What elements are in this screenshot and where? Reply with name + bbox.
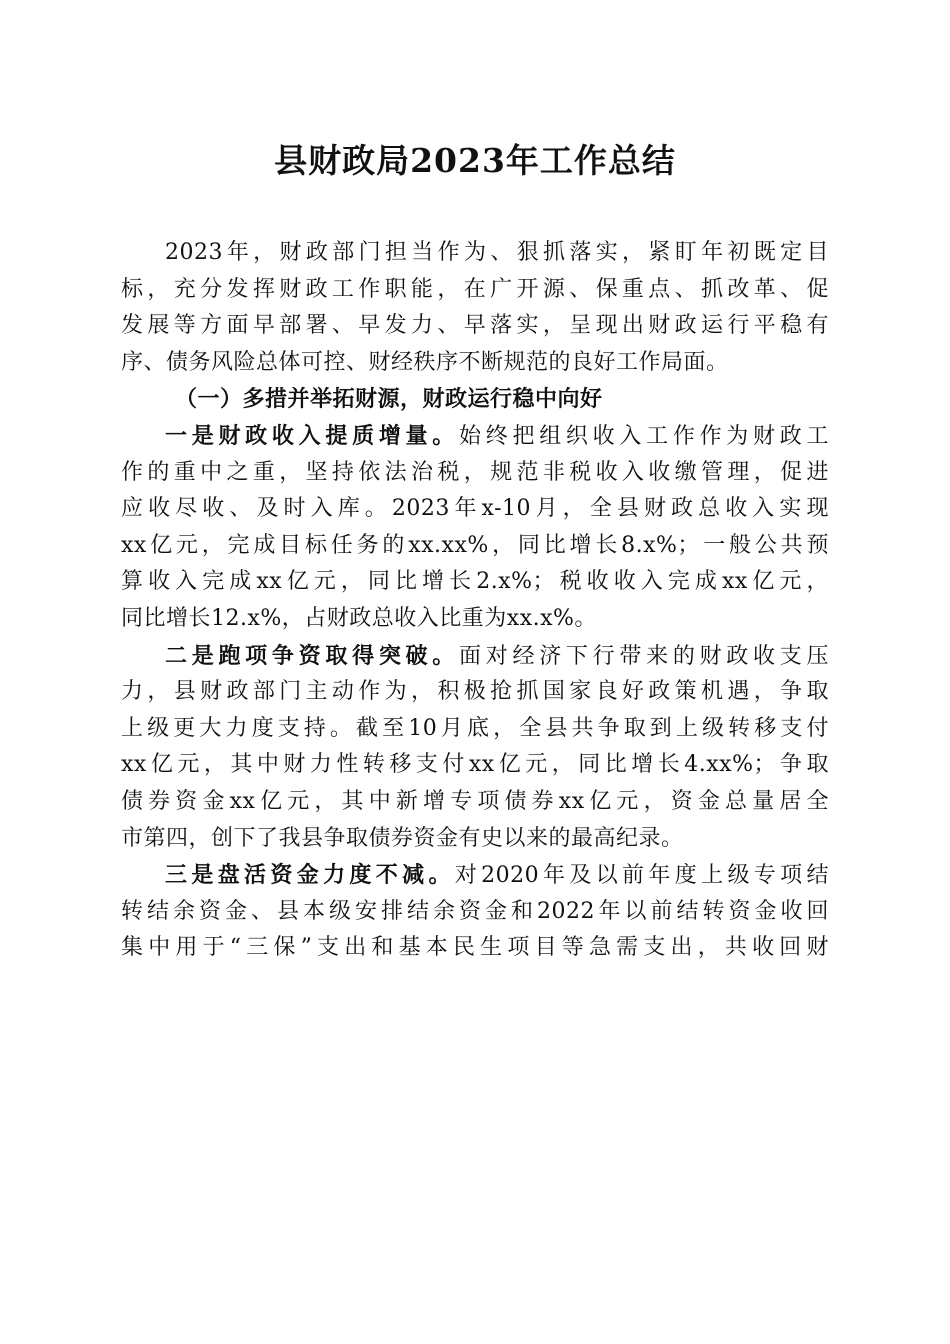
intro-line: 标，充分发挥财政工作职能，在广开源、保重点、抓改革、促	[121, 276, 829, 302]
intro-line: 发展等方面早部署、早发力、早落实，呈现出财政运行平稳有	[121, 313, 829, 339]
paragraph-text: 面对经济下行带来的财政收支压	[459, 643, 829, 669]
paragraph-line: xx亿元，完成目标任务的xx.xx%，同比增长8.x%；一般公共预	[121, 532, 829, 558]
paragraph-line: 应收尽收、及时入库。2023年x-10月，全县财政总收入实现	[121, 496, 829, 522]
paragraph-lead: 一是财政收入提质增量。	[165, 422, 460, 449]
paragraph-first-line	[121, 638, 829, 675]
paragraph-line: 债券资金xx亿元，其中新增专项债券xx亿元，资金总量居全	[121, 788, 829, 814]
intro-line: 序、债务风险总体可控、财经秩序不断规范的良好工作局面。	[121, 349, 729, 375]
intro-line: 2023年，财政部门担当作为、狠抓落实，紧盯年初既定目	[165, 240, 829, 265]
paragraph-line: 力，县财政部门主动作为，积极抢抓国家良好政策机遇，争取	[121, 679, 829, 705]
paragraph-line: 上级更大力度支持。截至10月底，全县共争取到上级转移支付	[121, 715, 829, 741]
paragraph-line: 市第四，创下了我县争取债券资金有史以来的最高纪录。	[121, 825, 684, 851]
paragraph-line: 算收入完成xx亿元，同比增长2.x%；税收收入完成xx亿元，	[121, 569, 829, 595]
paragraph-text: 对2020年及以前年度上级专项结	[454, 863, 829, 889]
paragraph-first-line	[121, 418, 829, 455]
document-body	[121, 235, 829, 967]
paragraph-line: 作的重中之重，坚持依法治税，规范非税收入收缴管理，促进	[121, 459, 829, 485]
paragraph-line: 转结余资金、县本级安排结余资金和2022年以前结转资金收回	[121, 898, 829, 924]
paragraph-line: 集中用于“三保”支出和基本民生项目等急需支出，共收回财	[121, 935, 829, 961]
paragraph-funding	[121, 638, 829, 858]
paragraph-lead: 二是跑项争资取得突破。	[165, 642, 460, 669]
document-title: 县财政局2023年工作总结	[274, 141, 676, 180]
paragraph-idle-funds	[121, 857, 829, 967]
intro-paragraph	[121, 235, 829, 381]
paragraph-revenue	[121, 418, 829, 638]
paragraph-text: 始终把组织收入工作作为财政工	[459, 423, 829, 449]
paragraph-line: 同比增长12.x%，占财政总收入比重为xx.x%。	[121, 605, 597, 631]
paragraph-lead: 三是盘活资金力度不减。	[165, 862, 455, 889]
paragraph-first-line	[121, 857, 829, 894]
paragraph-line: xx亿元，其中财力性转移支付xx亿元，同比增长4.xx%；争取	[121, 752, 829, 778]
section-heading: （一）多措并举拓财源，财政运行稳中向好	[175, 386, 603, 413]
